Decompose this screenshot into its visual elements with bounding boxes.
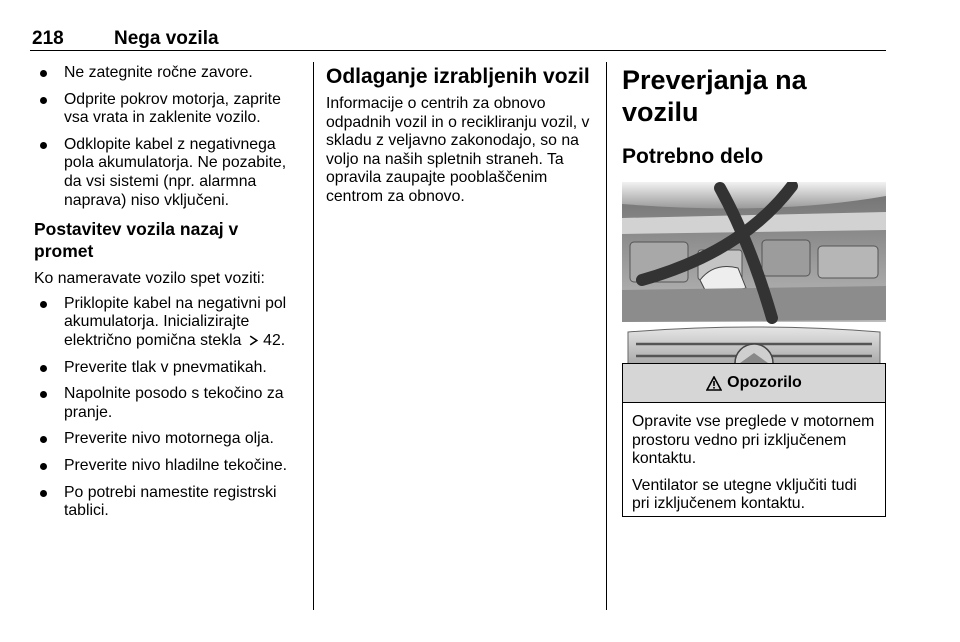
list-item: Napolnite posodo s tekočino za pranje.	[34, 385, 298, 422]
warning-header	[623, 364, 885, 403]
warning-label: Opozorilo	[727, 374, 802, 391]
section-title-vehicle-checks: Preverjanja na vozilu	[622, 65, 807, 127]
page-header	[30, 22, 886, 51]
bullet-dot-icon	[40, 301, 47, 308]
warning-box	[622, 363, 886, 517]
bullet-dot-icon	[40, 365, 47, 372]
column-divider-left	[313, 62, 314, 610]
bullet-list-storage	[34, 64, 298, 210]
warning-triangle-icon	[706, 376, 722, 391]
bullet-dot-icon	[40, 70, 47, 77]
warning-body	[623, 403, 885, 514]
bullet-dot-icon	[40, 463, 47, 470]
left-column	[34, 64, 298, 529]
section-intro: Ko nameravate vozilo spet voziti:	[34, 270, 265, 288]
disposal-body: Informacije o centrih za obnovo odpadnih vozil in o recikliranju vozil, v skladu z veljavno zakonodajo, so na voljo na naših spletnih straneh. Ta opravila zaupajte pooblaščenim centrom za obnovo.	[326, 95, 590, 205]
list-item: Odprite pokrov motorja, zaprite vsa vrata in zaklenite vozilo.	[34, 91, 298, 128]
bullet-dot-icon	[40, 436, 47, 443]
list-item: Ne zategnite ročne zavore.	[34, 64, 298, 83]
warning-paragraph: Opravite vse preglede v motornem prostoru vedno pri izključenem kontaktu.	[632, 413, 875, 468]
list-item: Preverite nivo hladilne tekočine.	[34, 457, 298, 476]
bullet-dot-icon	[40, 142, 47, 149]
section-heading-disposal: Odlaganje izrabljenih vozil	[326, 65, 590, 88]
bullet-list-return	[34, 295, 298, 521]
list-item: Priklopite kabel na negativni pol akumulatorja. Inicializirajte električno pomična stekla 42.	[34, 295, 298, 351]
bullet-dot-icon	[40, 97, 47, 104]
middle-column	[326, 64, 594, 207]
list-item: Po potrebi namestite registrski tablici.	[34, 484, 298, 521]
bullet-dot-icon	[40, 391, 47, 398]
list-item: Preverite nivo motornega olja.	[34, 430, 298, 449]
page-number: 218	[32, 28, 64, 49]
section-subtitle-required-work: Potrebno delo	[622, 145, 764, 168]
list-item: Preverite tlak v pnevmatikah.	[34, 359, 298, 378]
right-column	[622, 64, 886, 396]
page-reference-arrow-icon	[248, 335, 259, 346]
bullet-dot-icon	[40, 490, 47, 497]
list-item: Odklopite kabel z negativnega pola akumulatorja. Ne pozabite, da vsi sistemi (npr. alarmna naprava) niso vključeni.	[34, 136, 298, 210]
page-reference[interactable]: 42.	[263, 331, 286, 349]
warning-paragraph: Ventilator se utegne vključiti tudi pri izključenem kontaktu.	[632, 476, 857, 513]
section-heading-return-to-service: Postavitev vozila nazaj v promet	[34, 219, 239, 262]
running-title: Nega vozila	[114, 28, 219, 49]
column-divider-right	[606, 62, 607, 610]
